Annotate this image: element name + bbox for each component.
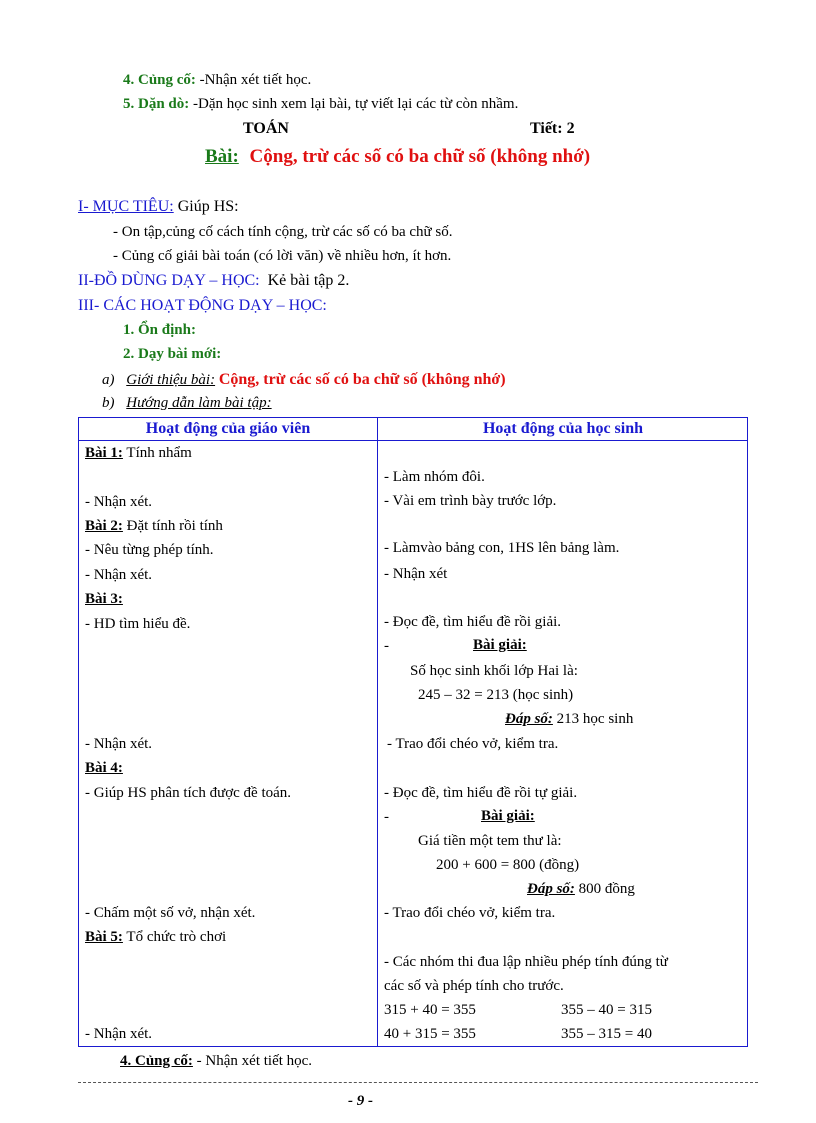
bai2-label: Bài 2: [85,518,123,534]
bottom-cungco-line [120,1053,312,1070]
bottom-cungco-label: 4. Củng cố: [120,1053,193,1069]
column-divider [377,418,378,1046]
muctieu-item-2: - Củng cố giải bài toán (có lời văn) về nhiều hơn, ít hơn. [113,248,452,264]
muctieu-label: I- MỤC TIÊU: [78,198,174,215]
bai1-text: Tính nhẩm [126,445,192,461]
student-baigiai-3: Bài giải: [473,637,527,653]
student-b3-answer [505,711,633,728]
section-a [102,371,506,389]
teacher-bai3-label: Bài 3: [85,591,123,607]
dapso-label-4: Đáp số: [527,881,575,897]
teacher-bai3-step: - HD tìm hiểu đề. [85,616,191,632]
student-eq2: 355 – 40 = 315 [561,1002,652,1018]
header-student: Hoạt động của học sinh [482,420,644,437]
page-number: - 9 - [348,1093,373,1109]
student-b4-answer [527,881,635,898]
student-s5: - Đọc đề, tìm hiểu đề rồi giải. [384,614,562,630]
muctieu-intro: Giúp HS: [177,198,239,215]
cungco-line [123,72,311,89]
dodung-line [78,272,349,290]
teacher-nhanxet-5: - Nhận xét. [85,1026,153,1042]
student-b4-line2: 200 + 600 = 800 (đồng) [436,857,580,873]
dapso-label-3: Đáp số: [505,711,553,727]
bai5-label: Bài 5: [85,929,123,945]
bai2-text: Đặt tính rồi tính [126,518,223,534]
student-s8: - Trao đổi chéo vở, kiểm tra. [384,905,556,921]
header-divider [79,440,747,441]
a-title: Cộng, trừ các số có ba chữ số (không nhớ) [218,371,506,388]
teacher-bai4-check: - Chấm một số vở, nhận xét. [85,905,256,921]
teacher-bai2 [85,518,223,535]
subject-title: TOÁN [243,120,289,137]
dodung-label: II-ĐỒ DÙNG DẠY – HỌC: [78,272,260,289]
section-b [102,395,272,412]
bottom-cungco-text: - Nhận xét tiết học. [196,1053,313,1069]
lesson-title-line [205,146,590,168]
student-b3-line2: 245 – 32 = 213 (học sinh) [418,687,574,703]
teacher-bai4-step: - Giúp HS phân tích được đề toán. [85,785,292,801]
teacher-nhanxet-2: - Nhận xét. [85,567,153,583]
bai1-label: Bài 1: [85,445,123,461]
step-ondinh: 1. Ổn định: [123,322,196,338]
step-daybaimoi: 2. Dạy bài mới: [123,346,222,362]
student-dash-1: - [384,638,389,654]
teacher-bai1 [85,445,192,462]
student-s7: - Đọc đề, tìm hiểu đề rồi tự giải. [384,785,578,801]
bai-label: Bài: [205,146,239,167]
student-s1: - Làm nhóm đôi. [384,469,485,485]
dodung-text: Kẻ bài tập 2. [267,272,350,289]
footer-divider [78,1082,758,1083]
teacher-bai5 [85,929,226,946]
student-dash-2: - [384,809,389,825]
bai-title: Cộng, trừ các số có ba chữ số (không nhớ) [249,146,591,167]
b-label: Hướng dẫn làm bài tập: [126,395,272,411]
student-s9a: - Các nhóm thi đua lập nhiều phép tính đúng từ [384,954,668,970]
activity-table [78,417,748,1047]
student-eq3: 40 + 315 = 355 [384,1026,476,1042]
student-s3: - Làmvào bảng con, 1HS lên bảng làm. [384,540,620,556]
teacher-nhanxet-3: - Nhận xét. [85,736,153,752]
student-eq4: 355 – 315 = 40 [561,1026,652,1042]
header-teacher: Hoạt động của giáo viên [145,420,311,437]
teacher-bai2-step: - Nêu từng phép tính. [85,542,214,558]
a-marker: a) [102,372,115,388]
dando-line [123,96,518,113]
student-b4-line1: Giá tiền một tem thư là: [418,833,562,849]
teacher-nhanxet-1: - Nhận xét. [85,494,153,510]
cungco-text: -Nhận xét tiết học. [199,72,312,88]
student-s2: - Vài em trình bày trước lớp. [384,493,557,509]
lesson-number: Tiết: 2 [530,120,575,137]
b-marker: b) [102,395,115,411]
teacher-bai4-label: Bài 4: [85,760,123,776]
hoatdong-label: III- CÁC HOẠT ĐỘNG DẠY – HỌC: [78,297,327,314]
dando-label: 5. Dặn dò: [123,96,190,112]
student-b3-line1: Số học sinh khối lớp Hai là: [410,663,578,679]
student-baigiai-4: Bài giải: [481,808,535,824]
muctieu-line [78,198,239,216]
student-s9b: các số và phép tính cho trước. [384,978,564,994]
cungco-label: 4. Củng cố: [123,72,196,88]
a-label: Giới thiệu bài: [126,372,216,388]
muctieu-item-1: - On tập,củng cố cách tính cộng, trừ các số có ba chữ số. [113,224,453,240]
bai5-text: Tổ chức trò chơi [126,929,227,945]
dapso-value-4: 800 đồng [578,881,635,897]
student-s6: - Trao đổi chéo vở, kiểm tra. [387,736,559,752]
student-s4: - Nhận xét [384,566,448,582]
student-eq1: 315 + 40 = 355 [384,1002,476,1018]
dapso-value-3: 213 học sinh [556,711,634,727]
dando-text: -Dặn học sinh xem lại bài, tự viết lại các từ còn nhầm. [193,96,519,112]
